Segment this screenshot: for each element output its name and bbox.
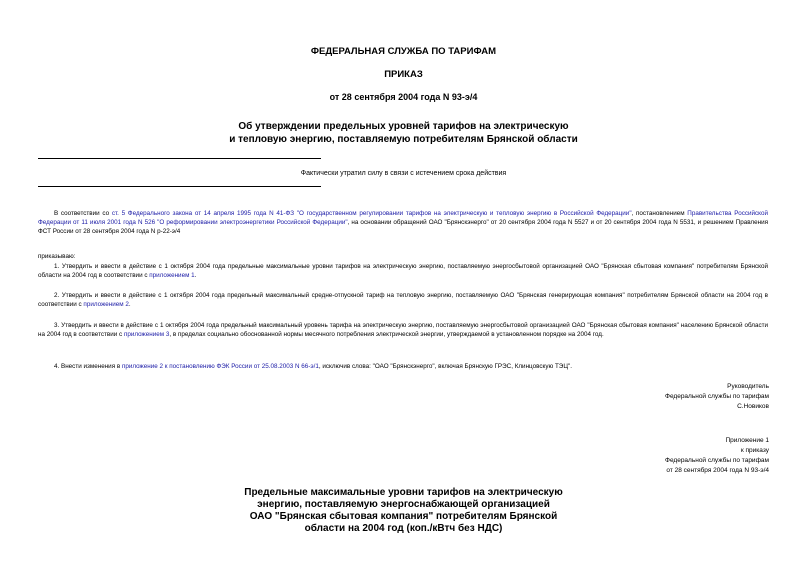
order-item-1-text: 1. Утвердить и ввести в действие с 1 октября 2004 года предельные максимальные уровни тарифов на электрическую энергию, поставляемую энергосбытовой организацией ОАО "Брянская сбытовая компания" потребителям Брянской области на 2004 год в соответствии с (38, 263, 768, 280)
preamble-text-1: В соответствии со (54, 210, 112, 217)
order-item-4 (38, 362, 768, 371)
document-title (0, 120, 807, 146)
separator-rule-bottom (38, 186, 321, 187)
preamble-paragraph (38, 209, 768, 237)
order-item-3 (38, 321, 768, 339)
order-item-2 (38, 291, 768, 309)
order-item-1 (38, 262, 768, 280)
order-item-2-end: . (128, 301, 131, 309)
appendix-3-link[interactable]: приложением 3 (123, 331, 170, 339)
order-item-3-end: , в пределах социально обоснованной нормы месячного потребления электрической энергии, утверждаемой в установленном порядке на 2004 год. (169, 331, 604, 339)
appendix-title-line-1: Предельные максимальные уровни тарифов на электрическую (244, 487, 563, 498)
government-decree-link[interactable]: Правительства Российской Федерации от 11 июля 2001 года N 526 "О реформировании электроэнергетики Российской Федерации" (38, 210, 769, 227)
order-item-2-text: 2. Утвердить и ввести в действие с 1 октября 2004 года предельный максимальный средне-отпускной тариф на тепловую энергию, поставляемую ОАО "Брянская генерирующая компания" потребителям Брянской области на 2004 год в соответствии с (38, 292, 768, 309)
orders-label: приказываю: (38, 253, 76, 260)
order-item-4-text: 4. Внести изменения в (54, 363, 122, 370)
status-note: Фактически утратил силу в связи с истечением срока действия (300, 170, 507, 177)
document-type-heading: ПРИКАЗ (384, 69, 423, 80)
signature-agency: Федеральной службы по тарифам (665, 393, 769, 400)
agency-heading: ФЕДЕРАЛЬНАЯ СЛУЖБА ПО ТАРИФАМ (310, 46, 497, 57)
appendix-agency: Федеральной службы по тарифам (665, 457, 769, 464)
order-item-4-end: , исключив слова: "ОАО "Брянскэнерго", включая Брянскую ГРЭС, Клинцовскую ТЭЦ". (318, 363, 572, 370)
appendix-number: Приложение 1 (725, 437, 769, 444)
appendix-date-number: от 28 сентября 2004 года N 93-э/4 (666, 467, 769, 474)
appendix-title-line-3: ОАО "Брянская сбытовая компания" потребителям Брянской (249, 511, 558, 522)
order-item-3-text: 3. Утвердить и ввести в действие с 1 октября 2004 года предельный максимальный уровень тарифа на электрическую энергию, поставляемую энергосбытовой организацией ОАО "Брянская сбытовая компания" населению Брянской области на 2004 год в соответствии с (38, 322, 768, 339)
document-title-line-2: и тепловую энергию, поставляемую потребителям Брянской области (229, 134, 578, 145)
appendix-title (0, 487, 807, 535)
separator-rule-top (38, 158, 321, 159)
preamble-text-3: , на основании обращений ОАО "Брянскэнерго" от 20 сентября 2004 года N 5527 и от 20 сентября 2004 года N 5531, и решением Правления ФСТ России от 28 сентября 2004 года N р-22-э/4 (38, 219, 768, 236)
document-date-number: от 28 сентября 2004 года N 93-э/4 (329, 92, 478, 102)
appendix-header (665, 436, 769, 476)
preamble-text-2: , постановлением (631, 210, 688, 217)
appendix-to-order: к приказу (740, 447, 769, 454)
appendix-1-link[interactable]: приложением 1 (149, 272, 195, 280)
document-title-line-1: Об утверждении предельных уровней тарифов на электрическую (238, 121, 569, 132)
signature-block (665, 382, 769, 412)
appendix-2-link[interactable]: приложением 2 (83, 301, 129, 309)
signature-position: Руководитель (727, 383, 769, 390)
signature-name: С.Новиков (737, 403, 769, 410)
appendix-title-line-2: энергию, поставляемую энергоснабжающей организацией (257, 499, 550, 510)
federal-law-link[interactable]: ст. 5 Федерального закона от 14 апреля 1995 года N 41-ФЗ "О государственном регулировании тарифов на электрическую и тепловую энергию в Российской Федерации" (111, 210, 632, 217)
fek-decree-link[interactable]: приложение 2 к постановлению ФЭК России от 25.08.2003 N 66-э/1 (121, 363, 319, 370)
order-item-1-end: . (194, 272, 197, 280)
appendix-title-line-4: области на 2004 год (коп./кВтч без НДС) (304, 523, 503, 534)
